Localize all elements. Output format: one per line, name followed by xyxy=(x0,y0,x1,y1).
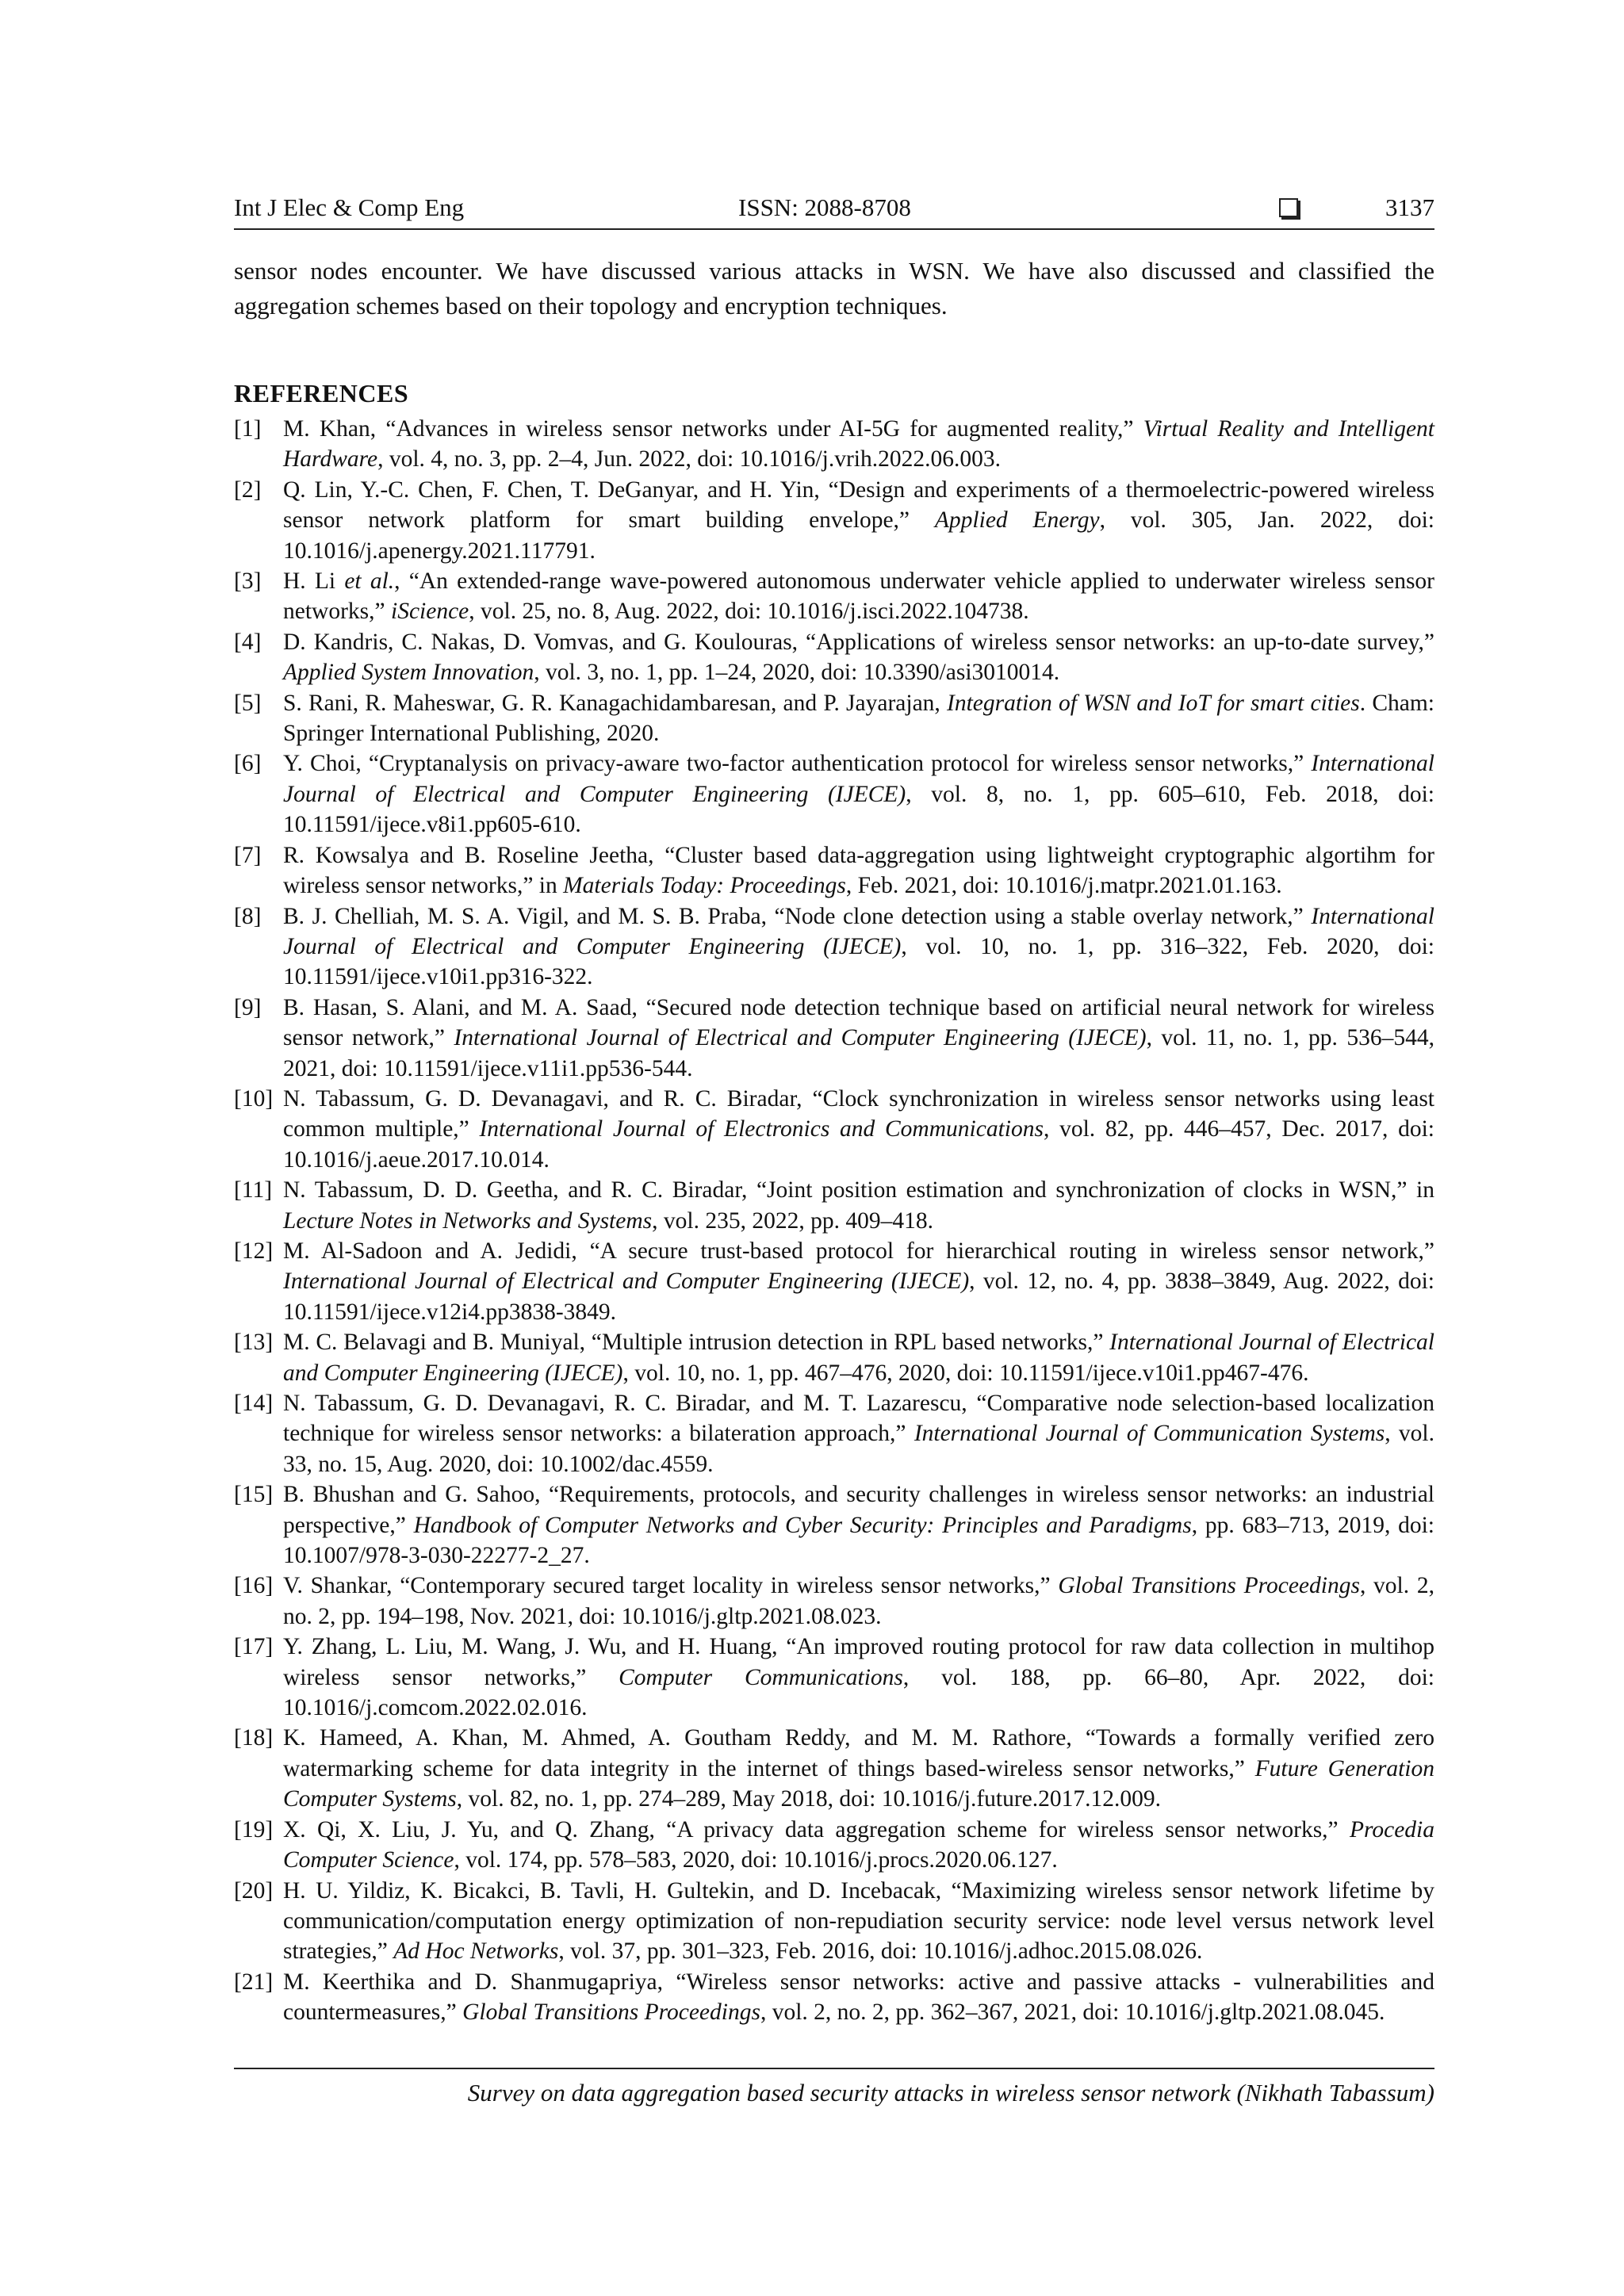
reference-text xyxy=(283,475,1434,566)
reference-text xyxy=(283,688,1434,749)
reference-details: , vol. 25, no. 8, Aug. 2022, doi: 10.1016/j.isci.2022.104738. xyxy=(469,599,1029,625)
reference-authors-title: V. Shankar, “Contemporary secured target locality in wireless sensor networks,” xyxy=(283,1573,1059,1599)
reference-details: , Feb. 2021, doi: 10.1016/j.matpr.2021.01.163. xyxy=(845,873,1282,899)
reference-details: , vol. 82, pp. 446–457, Dec. 2017, doi: 10.1016/j.aeue.2017.10.014. xyxy=(283,1116,1434,1173)
reference-item xyxy=(234,748,1434,840)
reference-authors-title: B. Hasan, S. Alani, and M. A. Saad, “Secured node detection technique based on artificial neural network for wireless sensor network,” xyxy=(283,994,1434,1051)
reference-text xyxy=(283,1388,1434,1479)
references-heading: REFERENCES xyxy=(234,379,409,408)
reference-details: , vol. 3, no. 1, pp. 1–24, 2020, doi: 10.3390/asi3010014. xyxy=(534,660,1060,686)
page-header xyxy=(234,190,1434,230)
reference-text xyxy=(283,1327,1434,1388)
reference-venue: International Journal of Electrical and Computer Engineering (IJECE) xyxy=(454,1025,1147,1051)
reference-authors-title: R. Kowsalya and B. Roseline Jeetha, “Cluster based data-aggregation using lightweight cryptographic algortihm for wireless sensor networks,” in xyxy=(283,842,1434,899)
reference-venue: Future Generation Computer Systems xyxy=(283,1755,1434,1812)
reference-number: [6] xyxy=(234,751,262,777)
reference-authors-title: Q. Lin, Y.-C. Chen, F. Chen, T. DeGanyar, and H. Yin, “Design and experiments of a thermoelectric-powered wireless sensor network platform for smart building envelope,” xyxy=(283,476,1434,534)
reference-authors-title: N. Tabassum, D. D. Geetha, and R. C. Biradar, “Joint position estimation and synchronization of clocks in WSN,” in xyxy=(283,1177,1434,1203)
reference-text xyxy=(283,901,1434,993)
reference-text xyxy=(283,1175,1434,1236)
reference-number: [1] xyxy=(234,416,262,442)
reference-authors-title: X. Qi, X. Liu, J. Yu, and Q. Zhang, “A privacy data aggregation scheme for wireless sensor networks,” xyxy=(283,1816,1350,1843)
intro-paragraph: sensor nodes encounter. We have discussed various attacks in WSN. We have also discussed and classified the aggregation schemes based on their topology and encryption techniques. xyxy=(234,257,1434,320)
reference-venue: Computer Communications xyxy=(619,1664,903,1690)
reference-details: . Cham: Springer International Publishing, 2020. xyxy=(283,690,1434,747)
reference-number: [2] xyxy=(234,476,262,503)
reference-venue: Global Transitions Proceedings xyxy=(462,1999,760,2026)
reference-authors-title: Y. Zhang, L. Liu, M. Wang, J. Wu, and H. Huang, “An improved routing protocol for raw data collection in multihop wireless sensor networks,” xyxy=(283,1634,1434,1690)
reference-number: [8] xyxy=(234,903,262,929)
reference-authors-title: N. Tabassum, G. D. Devanagavi, and R. C. Biradar, “Clock synchronization in wireless sensor networks using least common multiple,” xyxy=(283,1085,1434,1142)
reference-item xyxy=(234,1632,1434,1723)
reference-details: , pp. 683–713, 2019, doi: 10.1007/978-3-030-22277-2_27. xyxy=(283,1512,1434,1569)
reference-details: , vol. 82, no. 1, pp. 274–289, May 2018, doi: 10.1016/j.future.2017.12.009. xyxy=(456,1786,1162,1812)
reference-item xyxy=(234,1571,1434,1632)
reference-text xyxy=(283,566,1434,627)
reference-item xyxy=(234,1388,1434,1479)
reference-venue: International Journal of Electrical and Computer Engineering (IJECE) xyxy=(283,1269,970,1295)
reference-venue: International Journal of Electrical and Computer Engineering (IJECE) xyxy=(283,1330,1434,1386)
reference-number: [19] xyxy=(234,1816,274,1843)
reference-authors-title: M. C. Belavagi and B. Muniyal, “Multiple intrusion detection in RPL based networks,” xyxy=(283,1330,1110,1356)
reference-item xyxy=(234,566,1434,627)
reference-details: , vol. 4, no. 3, pp. 2–4, Jun. 2022, doi: 10.1016/j.vrih.2022.06.003. xyxy=(377,446,1001,473)
reference-text xyxy=(283,1876,1434,1967)
reference-number: [11] xyxy=(234,1177,273,1203)
reference-authors-title: M. Khan, “Advances in wireless sensor networks under AI-5G for augmented reality,” xyxy=(283,416,1143,442)
reference-details: , vol. 305, Jan. 2022, doi: 10.1016/j.apenergy.2021.117791. xyxy=(283,507,1434,564)
reference-authors-title: S. Rani, R. Maheswar, G. R. Kanagachidambaresan, and P. Jayarajan, xyxy=(283,690,948,716)
reference-text xyxy=(283,840,1434,901)
reference-item xyxy=(234,1084,1434,1175)
reference-number: [13] xyxy=(234,1330,274,1356)
reference-venue: Ad Hoc Networks xyxy=(393,1938,559,1965)
reference-text xyxy=(283,1479,1434,1571)
reference-details: , vol. 37, pp. 301–323, Feb. 2016, doi: 10.1016/j.adhoc.2015.08.026. xyxy=(558,1938,1203,1965)
reference-authors-title: D. Kandris, C. Nakas, D. Vomvas, and G. Koulouras, “Applications of wireless sensor networks: an up-to-date survey,” xyxy=(283,629,1434,655)
reference-item xyxy=(234,993,1434,1084)
reference-venue: Virtual Reality and Intelligent Hardware xyxy=(283,416,1434,473)
reference-number: [14] xyxy=(234,1391,274,1416)
reference-details: , vol. 2, no. 2, pp. 194–198, Nov. 2021, doi: 10.1016/j.gltp.2021.08.023. xyxy=(283,1573,1434,1629)
reference-venue: Lecture Notes in Networks and Systems xyxy=(283,1207,653,1234)
page-number: 3137 xyxy=(1385,193,1434,221)
reference-details: , vol. 174, pp. 578–583, 2020, doi: 10.1016/j.procs.2020.06.127. xyxy=(454,1847,1058,1873)
reference-number: [17] xyxy=(234,1634,274,1660)
reference-text xyxy=(283,1236,1434,1327)
reference-number: [15] xyxy=(234,1482,274,1508)
reference-item xyxy=(234,1967,1434,2028)
reference-item xyxy=(234,414,1434,475)
reference-venue: Applied Energy xyxy=(934,507,1100,534)
checkbox-glyph-icon xyxy=(1279,198,1298,217)
reference-text xyxy=(283,1815,1434,1876)
reference-details: , vol. 33, no. 15, Aug. 2020, doi: 10.1002/dac.4559. xyxy=(283,1421,1434,1477)
reference-authors-title: B. Bhushan and G. Sahoo, “Requirements, protocols, and security challenges in wireless sensor networks: an industrial perspective,” xyxy=(283,1482,1434,1538)
reference-details: , vol. 11, no. 1, pp. 536–544, 2021, doi: 10.11591/ijece.v11i1.pp536-544. xyxy=(283,1025,1434,1081)
reference-venue: Applied System Innovation xyxy=(283,660,534,686)
reference-item xyxy=(234,627,1434,688)
reference-item xyxy=(234,1723,1434,1814)
reference-list xyxy=(234,414,1434,2028)
reference-authors-title: K. Hameed, A. Khan, M. Ahmed, A. Goutham Reddy, and M. M. Rathore, “Towards a formally verified zero watermarking scheme for data integrity in the internet of things based-wireless sensor networks,” xyxy=(283,1725,1434,1781)
reference-text xyxy=(283,1084,1434,1175)
reference-number: [18] xyxy=(234,1725,274,1751)
reference-text xyxy=(283,993,1434,1084)
reference-item xyxy=(234,1236,1434,1327)
reference-number: [3] xyxy=(234,568,262,595)
reference-venue: iScience xyxy=(391,599,469,625)
reference-text xyxy=(283,627,1434,688)
reference-text xyxy=(283,414,1434,475)
reference-venue: International Journal of Electrical and Computer Engineering (IJECE) xyxy=(283,751,1434,807)
reference-authors-title: M. Al-Sadoon and A. Jedidi, “A secure trust-based protocol for hierarchical routing in wireless sensor network,” xyxy=(283,1238,1434,1264)
reference-item xyxy=(234,1327,1434,1388)
reference-authors-title: Y. Choi, “Cryptanalysis on privacy-aware two-factor authentication protocol for wireless sensor networks,” xyxy=(283,751,1312,777)
reference-item xyxy=(234,901,1434,993)
reference-authors-title: N. Tabassum, G. D. Devanagavi, R. C. Biradar, and M. T. Lazarescu, “Comparative node selection-based localization technique for wireless sensor networks: a bilateration approach,” xyxy=(283,1391,1434,1447)
reference-number: [10] xyxy=(234,1085,274,1112)
reference-item xyxy=(234,688,1434,749)
reference-item xyxy=(234,1175,1434,1236)
reference-text xyxy=(283,1723,1434,1814)
reference-venue: International Journal of Electrical and Computer Engineering (IJECE) xyxy=(283,903,1434,959)
reference-details: , vol. 188, pp. 66–80, Apr. 2022, doi: 10.1016/j.comcom.2022.02.016. xyxy=(283,1664,1434,1721)
reference-item xyxy=(234,1815,1434,1876)
reference-number: [12] xyxy=(234,1238,274,1264)
running-footer: Survey on data aggregation based security attacks in wireless sensor network (Nikhath Tabassum) xyxy=(467,2079,1434,2107)
reference-venue: Materials Today: Proceedings xyxy=(563,873,846,899)
reference-title: , “An extended-range wave-powered autonomous underwater vehicle applied to underwater wireless sensor networks,” xyxy=(283,568,1434,625)
reference-number: [21] xyxy=(234,1969,274,1995)
reference-authors-title: H. Li xyxy=(283,568,345,595)
reference-details: , vol. 12, no. 4, pp. 3838–3849, Aug. 2022, doi: 10.11591/ijece.v12i4.pp3838-3849. xyxy=(283,1269,1435,1325)
reference-details: , vol. 2, no. 2, pp. 362–367, 2021, doi: 10.1016/j.gltp.2021.08.045. xyxy=(760,1999,1385,2026)
reference-authors-title: M. Keerthika and D. Shanmugapriya, “Wireless sensor networks: active and passive attacks - vulnerabilities and countermeasures,” xyxy=(283,1969,1434,2026)
reference-number: [5] xyxy=(234,690,262,716)
reference-text xyxy=(283,1967,1434,2028)
reference-number: [4] xyxy=(234,629,262,655)
reference-venue: Integration of WSN and IoT for smart cities xyxy=(947,690,1360,716)
reference-number: [9] xyxy=(234,994,262,1020)
reference-details: , vol. 8, no. 1, pp. 605–610, Feb. 2018, doi: 10.11591/ijece.v8i1.pp605-610. xyxy=(283,781,1434,838)
reference-number: [16] xyxy=(234,1573,274,1599)
reference-venue: International Journal of Communication Systems xyxy=(914,1421,1385,1447)
reference-details: , vol. 10, no. 1, pp. 467–476, 2020, doi: 10.11591/ijece.v10i1.pp467-476. xyxy=(622,1360,1309,1386)
reference-item xyxy=(234,1876,1434,1967)
reference-authors-title: B. J. Chelliah, M. S. A. Vigil, and M. S. B. Praba, “Node clone detection using a stable overlay network,” xyxy=(283,903,1312,929)
reference-authors-title: H. U. Yildiz, K. Bicakci, B. Tavli, H. Gultekin, and D. Incebacak, “Maximizing wireless sensor network lifetime by communication/computation energy optimization of non-repudiation security service: node level versus network level strategies,” xyxy=(283,1877,1434,1965)
reference-venue: Procedia Computer Science xyxy=(283,1816,1434,1873)
reference-details: , vol. 235, 2022, pp. 409–418. xyxy=(652,1207,933,1234)
reference-number: [7] xyxy=(234,842,262,868)
reference-venue: Global Transitions Proceedings xyxy=(1058,1573,1360,1599)
reference-number: [20] xyxy=(234,1877,274,1904)
journal-name: Int J Elec & Comp Eng xyxy=(234,193,465,221)
issn: ISSN: 2088-8708 xyxy=(738,193,911,221)
reference-etal: et al. xyxy=(344,568,395,595)
reference-item xyxy=(234,1479,1434,1571)
reference-text xyxy=(283,1571,1434,1632)
reference-venue: Handbook of Computer Networks and Cyber Security: Principles and Paradigms xyxy=(413,1512,1192,1538)
reference-venue: International Journal of Electronics and Communications xyxy=(479,1116,1044,1142)
footer-divider xyxy=(234,2068,1434,2069)
reference-item xyxy=(234,475,1434,566)
reference-text xyxy=(283,1632,1434,1723)
reference-text xyxy=(283,748,1434,840)
reference-details: , vol. 10, no. 1, pp. 316–322, Feb. 2020, doi: 10.11591/ijece.v10i1.pp316-322. xyxy=(283,933,1435,990)
reference-item xyxy=(234,840,1434,901)
